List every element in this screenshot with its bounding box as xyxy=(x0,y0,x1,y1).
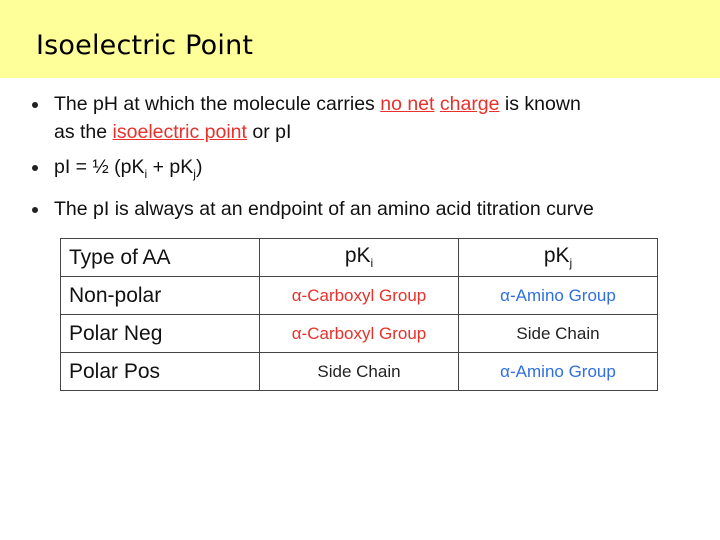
pk-text: pK xyxy=(344,244,371,268)
bullet-endpoint xyxy=(30,195,690,223)
cell-pki: α-Carboxyl Group xyxy=(260,315,459,353)
cell-pkj: α-Amino Group xyxy=(459,277,658,315)
subscript-i: i xyxy=(144,166,148,181)
highlight-isoelectric-point: isoelectric point xyxy=(112,121,247,143)
bullet-dot xyxy=(32,102,38,108)
text: is known xyxy=(499,93,581,115)
cell-pki: Side Chain xyxy=(260,353,459,391)
text: as the xyxy=(54,121,113,143)
bullet-list xyxy=(30,90,690,230)
table-header-row xyxy=(61,239,658,277)
cell-pkj: Side Chain xyxy=(459,315,658,353)
formula-text: ) xyxy=(195,156,203,178)
text: The pH at which the molecule carries xyxy=(54,93,381,115)
cell-type: Non-polar xyxy=(61,277,260,315)
cell-type: Polar Neg xyxy=(61,315,260,353)
pk-text: pK xyxy=(543,244,570,268)
table-row xyxy=(61,277,658,315)
cell-pki: α-Carboxyl Group xyxy=(260,277,459,315)
highlight-no-net: no net xyxy=(380,93,435,115)
subscript-i: i xyxy=(370,256,374,271)
header-pkj xyxy=(459,239,658,277)
bullet-dot xyxy=(32,207,38,213)
header-pki xyxy=(260,239,459,277)
cell-pkj: α-Amino Group xyxy=(459,353,658,391)
text: or pI xyxy=(246,121,292,143)
bullet-dot xyxy=(32,165,38,171)
text: The pI is always at an endpoint of an amino acid titration curve xyxy=(54,197,594,220)
formula-text: pI = ½ (pK xyxy=(54,156,145,178)
subscript-j: j xyxy=(569,256,573,271)
subscript-j: j xyxy=(193,166,196,181)
bullet-continuation xyxy=(54,118,690,146)
formula-text: + pK xyxy=(147,156,194,178)
amino-acid-pk-table xyxy=(60,238,658,391)
bullet-definition xyxy=(30,90,690,146)
table-row xyxy=(61,353,658,391)
slide-title: Isoelectric Point xyxy=(36,30,254,61)
bullet-formula xyxy=(30,153,690,188)
table-row xyxy=(61,315,658,353)
header-type: Type of AA xyxy=(61,239,260,277)
title-bar xyxy=(0,0,720,78)
cell-type: Polar Pos xyxy=(61,353,260,391)
highlight-charge: charge xyxy=(439,93,500,115)
